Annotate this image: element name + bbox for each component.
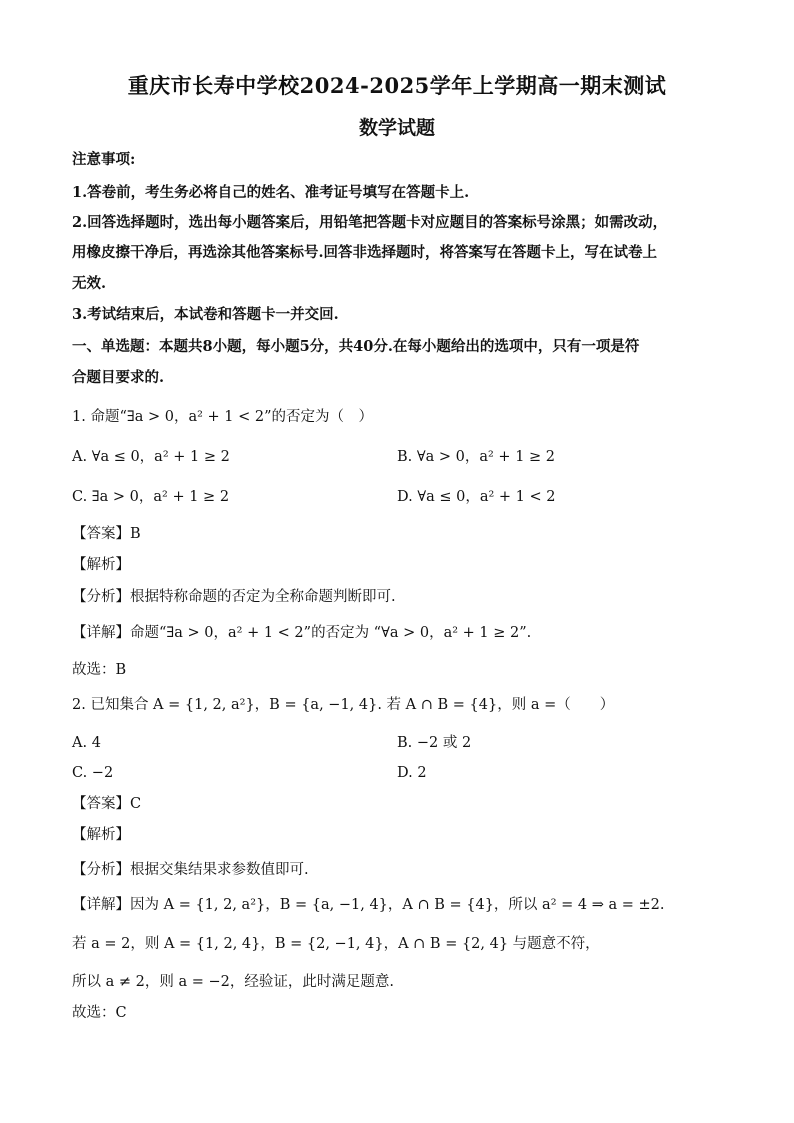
- notice-item-2-line-3: 无效.: [72, 275, 107, 292]
- question-2-option-d: D. 2: [397, 765, 427, 781]
- question-2-case-1: 若 a = 2，则 A = {1, 2, 4}，B = {2, −1, 4}，A ∩ B = {2, 4} 与题意不符，: [72, 936, 600, 952]
- question-1-option-d: D. ∀a ≤ 0，a² + 1 < 2: [397, 489, 556, 505]
- question-2-fenxi: 【分析】根据交集结果求参数值即可.: [72, 862, 309, 878]
- notice-item-1: 1.答卷前，考生务必将自己的姓名、准考证号填写在答题卡上.: [72, 184, 470, 201]
- question-1-option-c: C. ∃a > 0，a² + 1 ≥ 2: [72, 489, 230, 505]
- section-heading-line-2: 合题目要求的.: [72, 369, 165, 386]
- page-title: 重庆市长寿中学校2024-2025学年上学期高一期末测试: [127, 73, 667, 98]
- notice-heading: 注意事项:: [72, 151, 136, 168]
- question-2-case-2: 所以 a ≠ 2，则 a = −2，经验证，此时满足题意.: [72, 974, 394, 990]
- question-2-detail: 【详解】因为 A = {1, 2, a²}，B = {a, −1, 4}，A ∩ B = {4}，所以 a² = 4 ⇒ a = ±2.: [72, 897, 665, 913]
- section-heading-line-1: 一、单选题：本题共8小题，每小题5分，共40分.在每小题给出的选项中，只有一项是符: [72, 338, 640, 355]
- page-subtitle: 数学试题: [358, 117, 435, 139]
- question-1-detail: 【详解】命题“∃a > 0，a² + 1 < 2”的否定为 “∀a > 0，a² + 1 ≥ 2”.: [72, 625, 532, 641]
- question-1-stem: 1. 命题“∃a > 0，a² + 1 < 2”的否定为（ ）: [72, 409, 374, 425]
- notice-item-2-line-2: 用橡皮擦干净后，再选涂其他答案标号.回答非选择题时，将答案写在答题卡上，写在试卷上: [72, 244, 658, 261]
- question-1-choose: 故选：B: [72, 662, 127, 678]
- question-1-answer: 【答案】B: [72, 526, 141, 542]
- notice-item-3: 3.考试结束后，本试卷和答题卡一并交回.: [72, 306, 339, 323]
- question-2-option-a: A. 4: [72, 735, 101, 751]
- notice-item-2-line-1: 2.回答选择题时，选出每小题答案后，用铅笔把答题卡对应题目的答案标号涂黑；如需改动，: [72, 214, 668, 231]
- question-2-answer: 【答案】C: [72, 796, 142, 812]
- question-2-option-c: C. −2: [72, 765, 114, 781]
- question-2-choose: 故选：C: [72, 1005, 127, 1021]
- question-1-option-a: A. ∀a ≤ 0，a² + 1 ≥ 2: [72, 449, 230, 465]
- question-2-option-b: B. −2 或 2: [397, 735, 472, 751]
- question-2-analysis-label: 【解析】: [72, 827, 130, 843]
- question-1-fenxi: 【分析】根据特称命题的否定为全称命题判断即可.: [72, 589, 396, 605]
- question-1-option-b: B. ∀a > 0，a² + 1 ≥ 2: [397, 449, 556, 465]
- question-2-stem: 2. 已知集合 A = {1, 2, a²}，B = {a, −1, 4}. 若 A ∩ B = {4}，则 a =（ ）: [72, 697, 615, 713]
- question-1-analysis-label: 【解析】: [72, 557, 130, 573]
